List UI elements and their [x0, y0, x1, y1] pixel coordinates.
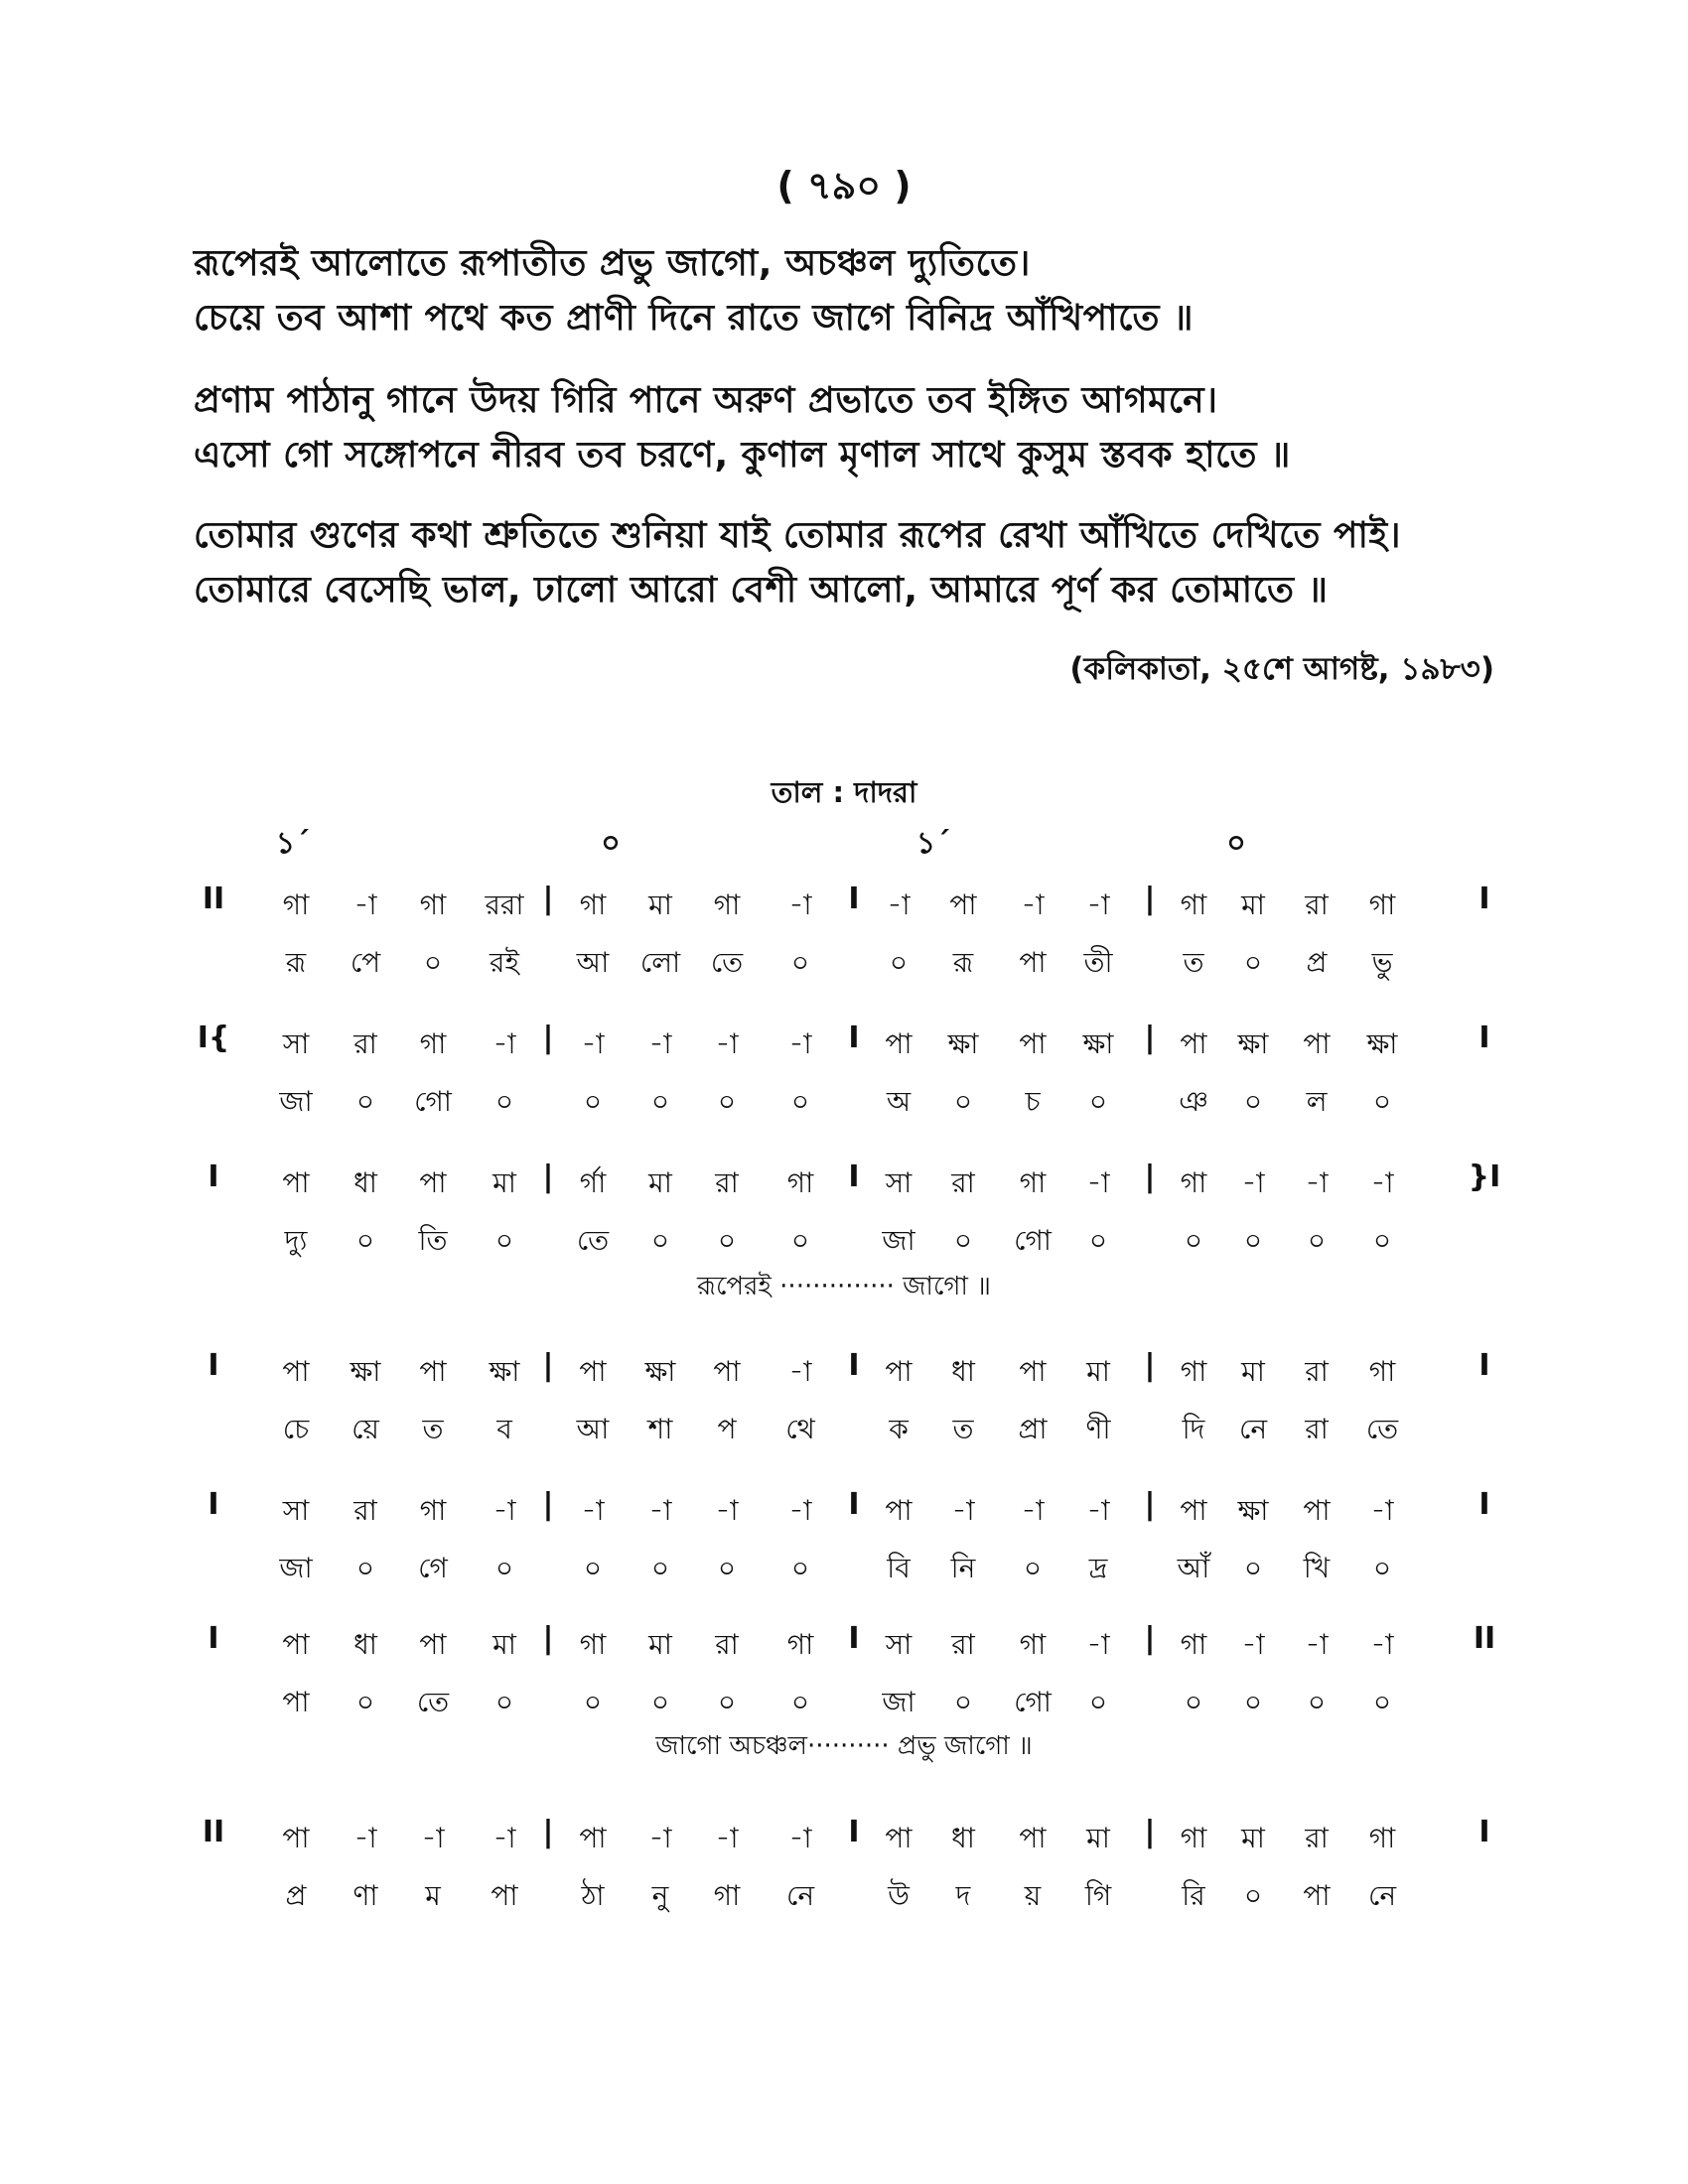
bar-line-start: I: [208, 1160, 219, 1194]
swara-note: গা: [1180, 888, 1207, 921]
swara-note: -া: [1370, 1628, 1394, 1661]
bar-line-start: I{: [197, 1021, 230, 1055]
bar-line: |: [1144, 1487, 1156, 1522]
bar-line: I: [848, 882, 860, 916]
lyric-syllable: ০: [953, 1686, 973, 1718]
swara-note: -া: [1370, 1494, 1394, 1527]
bar-line-start: I: [208, 1487, 219, 1522]
lyric-syllable: ০: [650, 1224, 670, 1257]
lyric-line: রূপেরই আলোতে রূপাতীত প্রভু জাগো, অচঞ্চল দ্যুতিতে।: [194, 243, 1031, 284]
lyric-syllable: ঞ: [1179, 1085, 1208, 1118]
swara-note: গা: [1019, 1628, 1047, 1661]
swara-note: পা: [1019, 1822, 1047, 1854]
bar-line: |: [1144, 1621, 1156, 1656]
swara-note: গা: [1180, 1166, 1207, 1199]
lyric-syllable: জা: [882, 1224, 915, 1257]
lyric-line: প্রণাম পাঠানু গানে উদয় গিরি পানে অরুণ প্রভাতে তব ইঙ্গিত আগমনে।: [194, 380, 1218, 421]
lyric-syllable: ০: [494, 1686, 514, 1718]
swara-note: -া: [353, 1822, 377, 1854]
bar-line: |: [1144, 1160, 1156, 1194]
bar-line: |: [542, 1348, 554, 1383]
lyric-syllable: তে: [416, 1686, 450, 1718]
lyric-syllable: ০: [1372, 1552, 1392, 1584]
lyric-syllable: ০: [1372, 1224, 1392, 1257]
lyric-syllable: ০: [1243, 946, 1263, 979]
bar-line-end: I: [1478, 1487, 1490, 1522]
lyric-syllable: ০: [790, 1686, 810, 1718]
lyric-syllable: বি: [887, 1552, 911, 1584]
lyric-syllable: ত: [422, 1413, 444, 1445]
lyric-syllable: ০: [1243, 1879, 1263, 1912]
lyric-syllable: ০: [1307, 1686, 1327, 1718]
lyric-syllable: ০: [583, 1686, 603, 1718]
swara-note: পা: [1019, 1027, 1047, 1060]
lyric-syllable: ০: [717, 1085, 737, 1118]
lyric-syllable: ত: [952, 1413, 974, 1445]
lyric-syllable: লো: [639, 946, 681, 979]
bar-line-end: I: [1478, 1021, 1490, 1055]
bar-line: I: [848, 1815, 860, 1849]
swara-note: মা: [1241, 1822, 1265, 1854]
swara-note: পা: [949, 888, 977, 921]
swara-note: পা: [1180, 1494, 1207, 1527]
lyric-syllable: নে: [785, 1879, 815, 1912]
lyric-syllable: জা: [882, 1686, 915, 1718]
lyric-syllable: ০: [650, 1686, 670, 1718]
refrain-cue: রূপেরই ·············· জাগো ॥: [697, 1272, 991, 1301]
swara-note: মা: [1241, 1355, 1265, 1388]
swara-note: ধা: [353, 1628, 377, 1661]
lyric-syllable: জা: [279, 1085, 313, 1118]
lyric-syllable: অ: [886, 1085, 912, 1118]
page-number: ( ৭৯০ ): [776, 164, 912, 207]
bar-line-end: I: [1478, 882, 1490, 916]
lyric-syllable: ০: [1243, 1224, 1263, 1257]
lyric-syllable: ০: [1307, 1224, 1327, 1257]
swara-note: -া: [353, 888, 377, 921]
swara-note: ধা: [353, 1166, 377, 1199]
lyric-syllable: রূ: [285, 946, 307, 979]
swara-note: ক্ষা: [489, 1355, 520, 1388]
bar-line-start: II: [202, 1815, 225, 1849]
swara-note: -া: [887, 888, 911, 921]
lyric-syllable: আঁ: [1177, 1552, 1210, 1584]
swara-note: -া: [1370, 1166, 1394, 1199]
swara-note: পা: [1180, 1027, 1207, 1060]
swara-note: পা: [885, 1822, 913, 1854]
lyric-syllable: নি: [950, 1552, 976, 1584]
bar-line: I: [848, 1021, 860, 1055]
lyric-syllable: ০: [889, 946, 909, 979]
bar-line: |: [542, 1621, 554, 1656]
swara-note: রা: [951, 1166, 975, 1199]
lyric-syllable: ০: [1088, 1224, 1108, 1257]
bar-line: |: [542, 882, 554, 916]
lyric-syllable: ০: [953, 1224, 973, 1257]
lyric-syllable: রই: [490, 946, 519, 979]
swara-note: গা: [419, 1027, 447, 1060]
lyric-syllable: তে: [1365, 1413, 1399, 1445]
lyric-syllable: রা: [1305, 1413, 1329, 1445]
swara-note: -া: [715, 1822, 739, 1854]
swara-note: পা: [419, 1166, 447, 1199]
bar-line-start: I: [208, 1348, 219, 1383]
swara-note: -া: [715, 1027, 739, 1060]
swara-note: -া: [1021, 888, 1045, 921]
bar-line: |: [542, 1160, 554, 1194]
lyric-syllable: আ: [576, 946, 610, 979]
lyric-syllable: ০: [1243, 1686, 1263, 1718]
lyric-syllable: উ: [888, 1879, 910, 1912]
swara-note: -া: [788, 1027, 812, 1060]
swara-note: ক্ষা: [1237, 1027, 1269, 1060]
lyric-syllable: পা: [491, 1879, 518, 1912]
swara-note: পা: [419, 1628, 447, 1661]
swara-note: পা: [1019, 1355, 1047, 1388]
swara-note: -া: [648, 1822, 672, 1854]
lyric-syllable: ০: [790, 1085, 810, 1118]
lyric-syllable: ক: [889, 1413, 909, 1445]
swara-note: পা: [282, 1822, 310, 1854]
swara-note: পা: [713, 1355, 741, 1388]
swara-note: পা: [282, 1166, 310, 1199]
swara-note: -া: [492, 1027, 516, 1060]
lyric-syllable: ০: [583, 1552, 603, 1584]
lyric-syllable: ০: [650, 1085, 670, 1118]
place-date-signature: (কলিকাতা, ২৫শে আগষ্ট, ১৯৮৩): [1069, 651, 1494, 687]
lyric-syllable: ০: [355, 1224, 375, 1257]
swara-note: মা: [648, 1166, 672, 1199]
beat-mark: ১´: [275, 826, 311, 861]
swara-note: -া: [1086, 1628, 1110, 1661]
lyric-syllable: গা: [713, 1879, 741, 1912]
lyric-syllable: ০: [790, 1552, 810, 1584]
swara-note: সা: [282, 1027, 310, 1060]
lyric-syllable: প্র: [285, 1879, 307, 1912]
swara-note: -া: [581, 1027, 605, 1060]
lyric-syllable: ০: [494, 1224, 514, 1257]
beat-mark: ০: [1226, 826, 1246, 861]
bar-line: |: [1144, 882, 1156, 916]
bar-line-end: }I: [1468, 1160, 1501, 1194]
lyric-line: এসো গো সঙ্গোপনে নীরব তব চরণে, কুণাল মৃণাল সাথে কুসুম স্তবক হাতে ॥: [194, 435, 1291, 476]
swara-note: -া: [1021, 1494, 1045, 1527]
swara-note: ক্ষা: [1082, 1027, 1114, 1060]
swara-note: -া: [1305, 1628, 1329, 1661]
lyric-syllable: তে: [576, 1224, 610, 1257]
lyric-syllable: নে: [1367, 1879, 1397, 1912]
bar-line: |: [542, 1021, 554, 1055]
lyric-syllable: রূ: [952, 946, 974, 979]
swara-note: ক্ষা: [1237, 1494, 1269, 1527]
lyric-syllable: ০: [494, 1085, 514, 1118]
lyric-syllable: ০: [1243, 1085, 1263, 1118]
bar-line: |: [1144, 1021, 1156, 1055]
swara-note: রা: [353, 1494, 377, 1527]
lyric-syllable: ০: [1372, 1686, 1392, 1718]
swara-note: রা: [951, 1628, 975, 1661]
beat-mark: ১´: [915, 826, 951, 861]
swara-note: পা: [579, 1822, 607, 1854]
lyric-syllable: ০: [1243, 1552, 1263, 1584]
lyric-syllable: খি: [1303, 1552, 1331, 1584]
swara-note: রা: [1305, 1822, 1329, 1854]
lyric-syllable: ০: [790, 946, 810, 979]
swara-note: গা: [419, 888, 447, 921]
lyric-syllable: ম: [425, 1879, 441, 1912]
swara-note: পা: [885, 1494, 913, 1527]
lyric-syllable: তি: [418, 1224, 448, 1257]
swara-note: গা: [1368, 1822, 1396, 1854]
swara-note: গা: [282, 888, 310, 921]
swara-note: গা: [579, 888, 607, 921]
bar-line: I: [848, 1487, 860, 1522]
bar-line: |: [542, 1487, 554, 1522]
swara-note: -া: [788, 1355, 812, 1388]
swara-note: গা: [1180, 1822, 1207, 1854]
lyric-syllable: য়ে: [352, 1413, 379, 1445]
swara-note: পা: [1303, 1027, 1331, 1060]
lyric-syllable: পা: [1019, 946, 1047, 979]
swara-note: গা: [713, 888, 741, 921]
bar-line-end: I: [1478, 1348, 1490, 1383]
lyric-syllable: থে: [785, 1413, 815, 1445]
lyric-syllable: দ্র: [1088, 1552, 1108, 1584]
swara-note: গা: [1180, 1355, 1207, 1388]
swara-note: গা: [419, 1494, 447, 1527]
lyric-syllable: ণী: [1085, 1413, 1111, 1445]
lyric-syllable: ণা: [352, 1879, 378, 1912]
swara-note: ধা: [951, 1355, 975, 1388]
bar-line-end: I: [1478, 1815, 1490, 1849]
swara-note: ক্ষা: [947, 1027, 979, 1060]
swara-note: -া: [1086, 888, 1110, 921]
swara-note: -া: [421, 1822, 445, 1854]
bar-line: |: [1144, 1815, 1156, 1849]
lyric-syllable: প: [717, 1413, 737, 1445]
refrain-cue: জাগো অচঞ্চল·········· প্রভু জাগো ॥: [655, 1731, 1033, 1761]
bar-line: I: [848, 1348, 860, 1383]
lyric-line: তোমার গুণের কথা শ্রুতিতে শুনিয়া যাই তোমার রূপের রেখা আঁখিতে দেখিতে পাই।: [194, 515, 1402, 556]
lyric-syllable: ০: [355, 1686, 375, 1718]
lyric-syllable: ০: [790, 1224, 810, 1257]
lyric-syllable: নু: [651, 1879, 669, 1912]
swara-note: -া: [648, 1494, 672, 1527]
swara-note: -া: [648, 1027, 672, 1060]
swara-note: পা: [282, 1355, 310, 1388]
lyric-syllable: চে: [282, 1413, 310, 1445]
lyric-syllable: ০: [953, 1085, 973, 1118]
swara-note: রা: [1305, 1355, 1329, 1388]
swara-note: পা: [1303, 1494, 1331, 1527]
lyric-syllable: গি: [1084, 1879, 1112, 1912]
swara-note: ধা: [951, 1822, 975, 1854]
lyric-syllable: প্রা: [1018, 1413, 1048, 1445]
lyric-syllable: দ: [955, 1879, 971, 1912]
bar-line: |: [542, 1815, 554, 1849]
tala-title: তাল : দাদরা: [771, 775, 917, 809]
lyric-syllable: ০: [717, 1224, 737, 1257]
lyric-syllable: আ: [576, 1413, 610, 1445]
swara-note: মা: [1086, 1355, 1110, 1388]
swara-note: সা: [885, 1628, 913, 1661]
lyric-syllable: য়: [1024, 1879, 1042, 1912]
swara-note: -া: [492, 1494, 516, 1527]
lyric-syllable: ০: [1184, 1224, 1203, 1257]
lyric-syllable: ত: [1183, 946, 1204, 979]
swara-note: পা: [419, 1355, 447, 1388]
swara-note: গা: [1019, 1166, 1047, 1199]
swara-note: ররা: [485, 888, 524, 921]
lyric-line: তোমারে বেসেছি ভাল, ঢালো আরো বেশী আলো, আমারে পূর্ণ কর তোমাতে ॥: [194, 570, 1329, 611]
lyric-syllable: ল: [1306, 1085, 1328, 1118]
swara-note: -া: [492, 1822, 516, 1854]
swara-note: গা: [1368, 1355, 1396, 1388]
lyric-syllable: দ্যু: [284, 1224, 308, 1257]
swara-note: গা: [1368, 888, 1396, 921]
swara-note: রা: [715, 1628, 739, 1661]
swara-note: সা: [282, 1494, 310, 1527]
swara-note: মা: [648, 888, 672, 921]
swara-note: -া: [1241, 1166, 1265, 1199]
swara-note: মা: [492, 1628, 516, 1661]
lyric-syllable: ভু: [1371, 946, 1393, 979]
swara-note: গা: [786, 1166, 814, 1199]
lyric-syllable: গো: [1014, 1686, 1052, 1718]
lyric-syllable: ০: [355, 1552, 375, 1584]
lyric-syllable: ০: [1023, 1552, 1043, 1584]
swara-note: সা: [885, 1166, 913, 1199]
lyric-syllable: গো: [1014, 1224, 1052, 1257]
swara-note: ক্ষা: [644, 1355, 676, 1388]
swara-note: পা: [282, 1628, 310, 1661]
lyric-syllable: রি: [1182, 1879, 1205, 1912]
swara-note: -া: [1241, 1628, 1265, 1661]
lyric-syllable: ০: [494, 1552, 514, 1584]
swara-note: রা: [353, 1027, 377, 1060]
lyric-syllable: ০: [1088, 1686, 1108, 1718]
bar-line-start: I: [208, 1621, 219, 1656]
swara-note: মা: [1241, 888, 1265, 921]
lyric-syllable: ০: [423, 946, 443, 979]
lyric-syllable: জা: [279, 1552, 313, 1584]
lyric-line: চেয়ে তব আশা পথে কত প্রাণী দিনে রাতে জাগে বিনিদ্র আঁখিপাতে ॥: [194, 298, 1194, 339]
swara-note: মা: [492, 1166, 516, 1199]
lyric-syllable: পে: [350, 946, 381, 979]
swara-note: গা: [579, 1628, 607, 1661]
lyric-syllable: গো: [414, 1085, 452, 1118]
swara-note: পা: [885, 1027, 913, 1060]
swara-note: র্গা: [579, 1166, 607, 1199]
bar-line: I: [848, 1160, 860, 1194]
swara-note: রা: [1305, 888, 1329, 921]
swara-note: পা: [885, 1355, 913, 1388]
lyric-syllable: ০: [717, 1686, 737, 1718]
swara-note: -া: [1305, 1166, 1329, 1199]
swara-note: রা: [715, 1166, 739, 1199]
swara-note: -া: [788, 1494, 812, 1527]
lyric-syllable: ঠা: [581, 1879, 605, 1912]
bar-line-end: II: [1473, 1621, 1496, 1656]
swara-note: -া: [788, 888, 812, 921]
swara-note: ক্ষা: [1366, 1027, 1398, 1060]
beat-mark: ০: [601, 826, 621, 861]
swara-note: গা: [786, 1628, 814, 1661]
swara-note: -া: [788, 1822, 812, 1854]
lyric-syllable: ০: [1184, 1686, 1203, 1718]
swara-note: ক্ষা: [350, 1355, 381, 1388]
lyric-syllable: ০: [650, 1552, 670, 1584]
lyric-syllable: ০: [717, 1552, 737, 1584]
lyric-syllable: দি: [1182, 1413, 1205, 1445]
lyric-syllable: তে: [710, 946, 744, 979]
swara-note: গা: [1180, 1628, 1207, 1661]
swara-note: -া: [1086, 1166, 1110, 1199]
swara-note: -া: [715, 1494, 739, 1527]
lyric-syllable: পা: [1303, 1879, 1331, 1912]
lyric-syllable: ০: [355, 1085, 375, 1118]
lyric-syllable: ০: [1088, 1085, 1108, 1118]
lyric-syllable: ০: [583, 1085, 603, 1118]
swara-note: পা: [579, 1355, 607, 1388]
swara-note: -া: [1086, 1494, 1110, 1527]
bar-line: I: [848, 1621, 860, 1656]
lyric-syllable: গে: [418, 1552, 448, 1584]
lyric-syllable: তী: [1083, 946, 1113, 979]
swara-note: মা: [1086, 1822, 1110, 1854]
lyric-syllable: পা: [282, 1686, 310, 1718]
lyric-syllable: ব: [496, 1413, 512, 1445]
bar-line: |: [1144, 1348, 1156, 1383]
lyric-syllable: শা: [647, 1413, 673, 1445]
lyric-syllable: ০: [1372, 1085, 1392, 1118]
swara-note: -া: [581, 1494, 605, 1527]
lyric-syllable: চ: [1025, 1085, 1041, 1118]
swara-note: মা: [648, 1628, 672, 1661]
lyric-syllable: নে: [1238, 1413, 1268, 1445]
swara-note: -া: [951, 1494, 975, 1527]
lyric-syllable: প্র: [1306, 946, 1328, 979]
bar-line-start: II: [202, 882, 225, 916]
